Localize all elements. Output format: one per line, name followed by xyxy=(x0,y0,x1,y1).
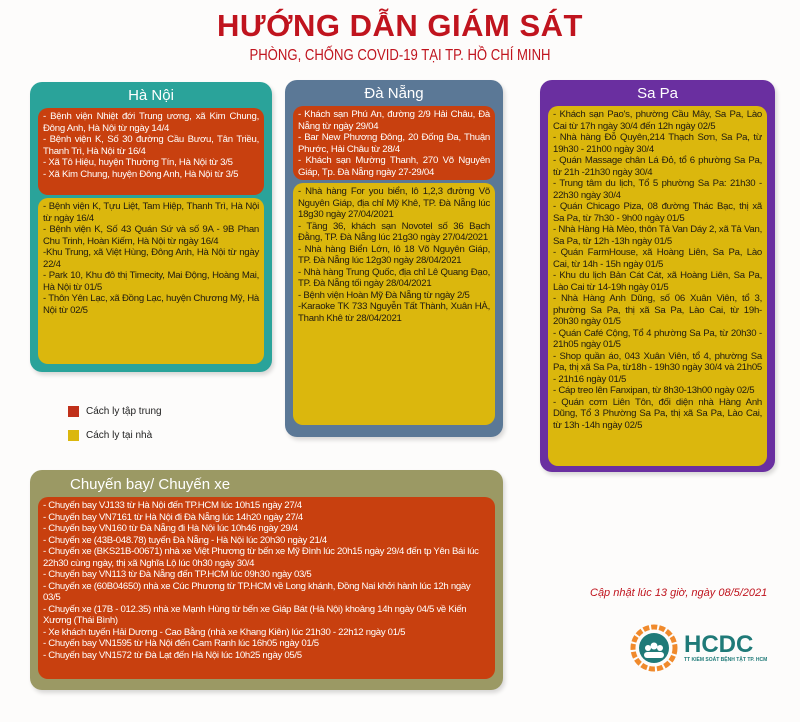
yellow-swatch-icon xyxy=(68,430,79,441)
list-item: - Khách sạn Phú An, đường 2/9 Hải Châu, Đà Nẵng từ ngày 29/04 xyxy=(298,109,490,132)
list-item: - Bệnh viện Hoàn Mỹ Đà Nẵng từ ngày 2/5 xyxy=(298,289,470,301)
list-item: - Cáp treo lên Fanxipan, từ 8h30-13h00 ngày 02/5 xyxy=(553,385,755,396)
red-swatch-icon xyxy=(68,406,79,417)
list-item: - Xã Kim Chung, huyện Đông Anh, Hà Nội từ 3/5 xyxy=(43,168,239,180)
list-item: - Nhà hàng Trung Quốc, địa chỉ Lê Quang Đạo, TP. Đà Nẵng tối ngày 28/04/2021 xyxy=(298,266,490,289)
home-list xyxy=(548,106,767,466)
list-item: - Bệnh viện K, Số 43 Quán Sứ và số 9A - 9B Phan Chu Trinh, Hoàn Kiếm, Hà Nội từ ngày 16/4 xyxy=(43,224,259,247)
list-item: - Bar New Phương Đông, 20 Đống Đa, Thuận Phước, Hải Châu từ 28/4 xyxy=(298,132,490,155)
list-item: - Quán Massage chân Lá Đỏ, tổ 6 phường Sa Pa, từ 21h -21h30 ngày 30/4 xyxy=(553,155,762,178)
list-item: - Trung tâm du lịch, Tổ 5 phường Sa Pa: 21h30 - 22h30 ngày 30/4 xyxy=(553,178,762,201)
panel-title: Sa Pa xyxy=(637,85,678,102)
list-item: - Chuyến xe (60B04650) nhà xe Cúc Phương từ TP.HCM về Long khánh, Đồng Nai khởi hành lúc 12h ngày 03/5 xyxy=(43,580,471,603)
hcdc-emblem-icon xyxy=(630,624,678,672)
list-item: - Chuyến bay VJ133 từ Hà Nội đến TP.HCM lúc 10h15 ngày 27/4 xyxy=(43,500,302,511)
list-item: - Khách sạn Pao's, phường Cầu Mây, Sa Pa, Lào Cai từ 17h ngày 30/4 đến 12h ngày 02/5 xyxy=(553,109,762,132)
list-item: - Chuyến bay VN1595 từ Hà Nội đến Cam Ranh lúc 16h05 ngày 01/5 xyxy=(43,638,319,649)
home-list xyxy=(293,183,495,425)
panel-danang xyxy=(285,80,503,437)
list-item: - Xã Tô Hiệu, huyện Thường Tín, Hà Nội từ 3/5 xyxy=(43,157,233,168)
panel-title: Chuyến bay/ Chuyến xe xyxy=(70,476,231,493)
panel-title: Hà Nội xyxy=(128,87,174,104)
list-item: - Nhà hàng Biển Lớn, lô 18 Võ Nguyên Giáp, TP. Đà Nẵng lúc 12g30 ngày 28/04/2021 xyxy=(298,243,490,266)
list-item: - Bệnh viện K, Số 30 đường Cầu Bươu, Tân Triều, Thanh Trì, Hà Nội từ 16/4 xyxy=(43,134,259,157)
list-item: - Chuyến bay VN1572 từ Đà Lạt đến Hà Nội lúc 10h25 ngày 05/5 xyxy=(43,649,302,661)
update-timestamp: Cập nhật lúc 13 giờ, ngày 08/5/2021 xyxy=(590,587,768,599)
list-item: - Nhà Hàng Anh Dũng, số 06 Xuân Viên, tổ 3, phường Sa Pa, thị xã Sa Pa, Lào Cai, từ 19h-20h30 ngày 01/5 xyxy=(553,293,762,327)
legend-home xyxy=(68,430,152,441)
list-item: - Nhà hàng For you biển, lô 1,2,3 đường Võ Nguyên Giáp, địa chỉ Mỹ Khê, TP. Đà Nẵng lúc 18g30 ngày 27/04/2021 xyxy=(298,186,490,220)
logo-subtext: TT KIỂM SOÁT BỆNH TẬT TP. HCM xyxy=(684,657,768,663)
list-item: - Khu du lịch Bản Cát Cát, xã Hoàng Liên, Sa Pa, Lào Cai từ 14-19h ngày 01/5 xyxy=(553,270,762,293)
list-item: - Khách sạn Mường Thanh, 270 Võ Nguyên Giáp, Tp. Đà Nẵng ngày 27-29/04 xyxy=(298,155,490,178)
list-item: - Chuyến bay VN113 từ Đà Nẵng đến TP.HCM lúc 09h30 ngày 03/5 xyxy=(43,569,312,580)
list-item: - Park 10, Khu đô thị Timecity, Mai Động, Hoàng Mai, Hà Nội từ 01/5 xyxy=(43,270,259,293)
list-item: - Chuyến xe (43B-048.78) tuyến Đà Nẵng - Hà Nội lúc 20h30 ngày 21/4 xyxy=(43,534,327,546)
list-item: - Chuyến xe (BKS21B-00671) nhà xe Việt Phương từ bến xe Mỹ Đình lúc 20h15 ngày 29/4 đến tp Yên Bái lúc 22h30 cùng ngày, thị xã Nghĩa Lộ lúc 0h30 ngày 30/4 xyxy=(43,546,479,569)
legend-concentrated xyxy=(68,406,162,417)
list-item: - Quán cơm Liên Tôn, đối diện nhà Hàng Anh Dũng, Tổ 3 Phường Sa Pa, thị xã Sa Pa, Lào Cai, từ 13h -14h ngày 02/5 xyxy=(553,396,762,431)
list-item: - Xe khách tuyến Hải Dương - Cao Bằng (nhà xe Khang Kiên) lúc 21h30 - 22h12 ngày 01/5 xyxy=(43,626,406,638)
panel-hanoi xyxy=(30,82,272,372)
list-item: -Karaoke TK 733 Nguyễn Tất Thành, Xuân HÀ, Thanh Khê từ 28/04/2021 xyxy=(298,301,490,324)
hcdc-logo xyxy=(630,624,767,672)
panel-title: Đà Nẵng xyxy=(364,85,424,102)
panel-sapa xyxy=(540,80,775,472)
list-item: - Quán Café Cộng, Tổ 4 phường Sa Pa, từ 20h30 - 21h05 ngày 01/5 xyxy=(553,327,762,350)
list-item: - Shop quần áo, 043 Xuân Viên, tổ 4, phường Sa Pa, thị xã Sa Pa, từ18h - 19h30 ngày 30/4 và 21h05 - 21h16 ngày 01/5 xyxy=(553,350,762,385)
page-title: HƯỚNG DẪN GIÁM SÁT xyxy=(217,8,583,43)
legend-label: Cách ly tập trung xyxy=(86,406,162,417)
list-item: - Quán Chicago Piza, 08 đường Thác Bạc, thị xã Sa Pa, từ 7h30 - 9h00 ngày 01/5 xyxy=(553,201,762,224)
list-item: - Thôn Yên Lạc, xã Đồng Lạc, huyện Chương Mỹ, Hà Nội từ 02/5 xyxy=(43,293,259,316)
concentrated-list xyxy=(293,106,495,180)
home-list xyxy=(38,198,264,364)
list-item: - Chuyến bay VN7161 từ Hà Nội đi Đà Nẵng lúc 14h20 ngày 27/4 xyxy=(43,511,303,523)
list-item: - Tầng 36, khách sạn Novotel số 36 Bạch Đằng, TP. Đà Nẵng lúc 21g30 ngày 27/04/2021 xyxy=(298,220,490,243)
concentrated-list xyxy=(38,108,264,195)
list-item: - Nhà hàng Đỗ Quyên,214 Thạch Sơn, Sa Pa, từ 19h30 - 21h00 ngày 30/4 xyxy=(553,132,762,155)
list-item: - Bệnh viện K, Tựu Liệt, Tam Hiệp, Thanh Trì, Hà Nội từ ngày 16/4 xyxy=(43,201,259,224)
panel-transport xyxy=(30,470,503,690)
list-item: - Nhà Hàng Hà Mèo, thôn Tả Van Dáy 2, xã Tả Van, Sa Pa, từ 12h -13h ngày 01/5 xyxy=(553,224,762,247)
list-item: - Bệnh viện Nhiệt đới Trung ương, xã Kim Chung, Đông Anh, Hà Nội từ ngày 14/4 xyxy=(43,111,259,134)
legend-label: Cách ly tại nhà xyxy=(86,430,153,441)
transport-list xyxy=(38,497,495,679)
list-item: - Chuyến bay VN160 từ Đà Nẵng đi Hà Nội lúc 10h46 ngày 29/4 xyxy=(43,523,298,534)
page-subtitle: PHÒNG, CHỐNG COVID-19 TẠI TP. HỒ CHÍ MINH xyxy=(249,47,551,64)
list-item: -Khu Trung, xã Việt Hùng, Đông Anh, Hà Nội từ ngày 22/4 xyxy=(43,247,259,270)
list-item: - Chuyến xe (17B - 012.35) nhà xe Mạnh Hùng từ bến xe Giáp Bát (Hà Nội) khoảng 14h ngày 04/5 về Kiến Xương (Thái Bình) xyxy=(43,603,467,626)
list-item: - Quán FarmHouse, xã Hoàng Liên, Sa Pa, Lào Cai, từ 14h - 15h ngày 01/5 xyxy=(553,247,762,270)
logo-text: HCDC xyxy=(684,631,754,658)
